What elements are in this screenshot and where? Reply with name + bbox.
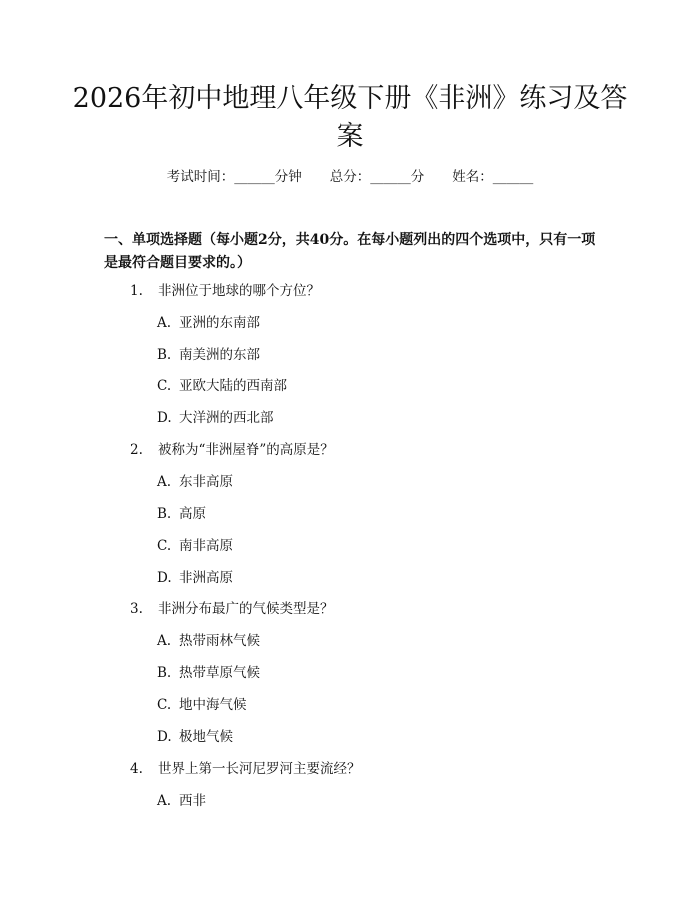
question-number: 1. (130, 283, 143, 299)
question-4 (130, 760, 361, 778)
option-letter: C. (157, 697, 172, 713)
option-text: 亚欧大陆的西南部 (179, 378, 287, 394)
option-3c (157, 696, 247, 714)
option-3d (157, 728, 233, 746)
option-1c (157, 377, 287, 395)
option-1b (157, 346, 260, 364)
question-text: 非洲分布最广的气候类型是？ (158, 601, 334, 617)
option-text: 热带雨林气候 (179, 633, 260, 649)
exam-meta (0, 168, 700, 186)
option-4a (157, 792, 206, 810)
student-name-label: 姓名：______ (452, 169, 534, 185)
option-2d (157, 569, 233, 587)
question-3 (130, 600, 334, 618)
question-text: 被称为“非洲屋脊”的高原是？ (158, 442, 334, 458)
question-text: 世界上第一长河尼罗河主要流经？ (158, 761, 361, 777)
question-number: 3. (130, 601, 143, 617)
total-score-label: 总分：______分 (329, 169, 425, 185)
option-text: 大洋洲的西北部 (179, 410, 274, 426)
option-text: 亚洲的东南部 (179, 315, 260, 331)
option-2a (157, 473, 233, 491)
option-3b (157, 664, 260, 682)
option-letter: D. (157, 410, 172, 426)
option-3a (157, 632, 260, 650)
question-text: 非洲位于地球的哪个方位？ (158, 283, 320, 299)
question-2 (130, 441, 334, 459)
option-text: 热带草原气候 (179, 665, 260, 681)
option-text: 西非 (179, 793, 206, 809)
option-1a (157, 314, 260, 332)
option-1d (157, 409, 274, 427)
option-letter: D. (157, 729, 172, 745)
option-text: 东非高原 (179, 474, 233, 490)
option-text: 极地气候 (179, 729, 233, 745)
option-text: 南非高原 (179, 538, 233, 554)
option-text: 高原 (179, 506, 206, 522)
option-2c (157, 537, 233, 555)
option-text: 南美洲的东部 (179, 347, 260, 363)
option-text: 地中海气候 (179, 697, 247, 713)
section-heading-single-choice: 一、单项选择题（每小题2分，共40分。在每小题列出的四个选项中，只有一项是最符合题目要求的。） (104, 232, 596, 271)
question-number: 2. (130, 442, 143, 458)
exam-time-label: 考试时间：______分钟 (166, 169, 302, 185)
option-letter: A. (157, 474, 172, 490)
option-letter: D. (157, 570, 172, 586)
option-letter: B. (157, 506, 172, 522)
option-letter: B. (157, 347, 172, 363)
option-letter: C. (157, 378, 172, 394)
document-title: 2026年初中地理八年级下册《非洲》练习及答案 (72, 83, 628, 152)
option-letter: A. (157, 633, 172, 649)
question-number: 4. (130, 761, 143, 777)
question-1 (130, 282, 320, 300)
option-letter: A. (157, 315, 172, 331)
option-text: 非洲高原 (179, 570, 233, 586)
option-letter: A. (157, 793, 172, 809)
option-2b (157, 505, 206, 523)
option-letter: C. (157, 538, 172, 554)
option-letter: B. (157, 665, 172, 681)
